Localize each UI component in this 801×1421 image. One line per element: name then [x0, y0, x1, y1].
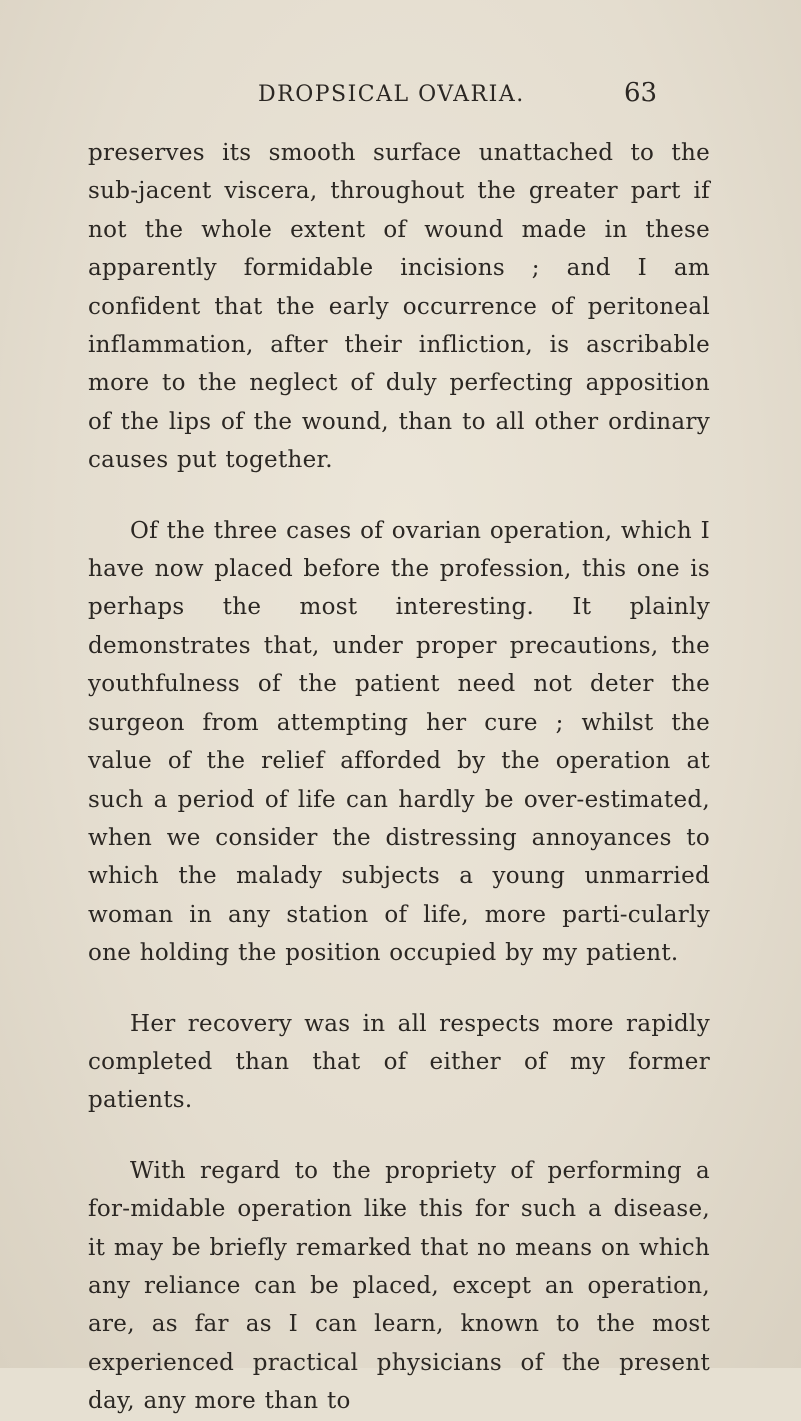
page-number: 63	[624, 78, 658, 108]
running-head: DROPSICAL OVARIA.	[258, 82, 525, 107]
paragraph-4: With regard to the propriety of performing a for-midable operation like this for such a disease, it may be briefly remarked that no means on which any reliance can be placed, except an operation, are, as far as I can learn, known to the most experienced practical physicians of the present day, any more than to	[88, 1157, 710, 1415]
body-text	[88, 134, 710, 1421]
paragraph-3: Her recovery was in all respects more rapidly completed than that of either of my former patients.	[88, 1010, 710, 1114]
paragraph-2: Of the three cases of ovarian operation, which I have now placed before the profession, this one is perhaps the most interesting. It plainly demonstrates that, under proper precautions, the youthfulness of the patient need not deter the surgeon from attempting her cure ; whilst the value of the relief afforded by the operation at such a period of life can hardly be over-estimated, when we consider the distressing annoyances to which the malady subjects a young unmarried woman in any station of life, more parti-cularly one holding the position occupied by my patient.	[88, 517, 710, 967]
paragraph-1: preserves its smooth surface unattached to the sub-jacent viscera, throughout the greater part if not the whole extent of wound made in these apparently formidable incisions ; and I am confident that the early occurrence of peritoneal inflammation, after their infliction, is ascribable more to the neglect of duly perfecting apposition of the lips of the wound, than to all other ordinary causes put together.	[88, 140, 710, 474]
page-header	[0, 78, 801, 114]
